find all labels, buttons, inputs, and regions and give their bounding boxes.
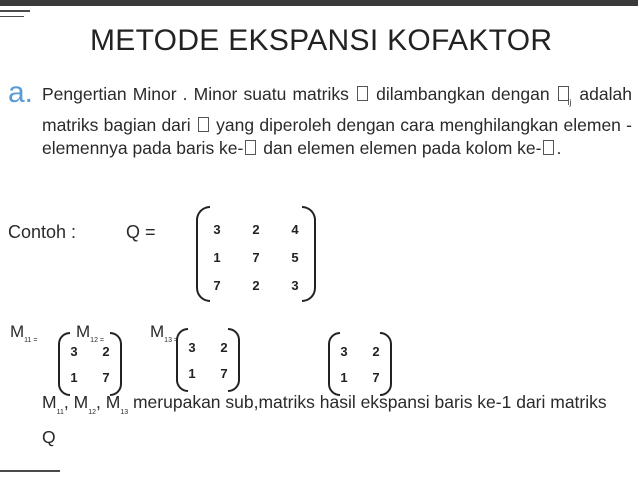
example-label: Contoh : [8, 222, 77, 242]
bracket-right [110, 332, 122, 396]
slide-title: METODE EKSPANSI KOFAKTOR [90, 24, 553, 57]
minor-label-m11: $M_{11 =}$ [10, 322, 38, 344]
minor-label-m12: $M_{12 =}$ [76, 322, 104, 344]
bracket-left [176, 328, 188, 392]
matrix-cell: 3 [70, 344, 78, 359]
definition-text-4: yang diperoleh dengan cara menghilangkan elemen - elemennya pada baris ke- [42, 115, 632, 158]
definition-text-3: adalah matriks bagian dari [42, 84, 632, 135]
decorative-line [0, 10, 30, 12]
placeholder-glyph-icon [543, 140, 554, 155]
top-accent-bar [0, 0, 638, 6]
matrix-cell: 2 [102, 344, 110, 359]
matrix-cell: 2 [252, 278, 260, 293]
matrix-cell: 3 [340, 344, 348, 359]
matrix-cell: 1 [70, 370, 78, 385]
matrix-cell: 7 [220, 366, 228, 381]
bracket-right [380, 332, 392, 396]
minor-matrix-m12 [176, 328, 240, 388]
matrix-cell: 2 [372, 344, 380, 359]
matrix-cell: 3 [213, 222, 221, 237]
matrix-cell: 5 [291, 250, 299, 265]
example-variable: Q = [126, 222, 156, 242]
matrix-cell: 1 [340, 370, 348, 385]
matrix-cell: 7 [102, 370, 110, 385]
definition-text-6: . [556, 138, 562, 158]
matrix-cell: 4 [291, 222, 299, 237]
minor-definition-paragraph [42, 83, 632, 160]
definition-text-1: Pengertian Minor . Minor suatu matriks [42, 84, 349, 104]
minor-matrix-m11 [58, 332, 122, 392]
matrix-cell: 2 [252, 222, 260, 237]
matrix-cell: 1 [188, 366, 196, 381]
decorative-line [0, 16, 24, 17]
minor-description: $M_{11}$, $M_{12}$, $M_{13}$ merupakan sub,matriks hasil ekspansi baris ke-1 dari matriks Q [42, 392, 607, 447]
decorative-line [0, 470, 60, 472]
bracket-right [228, 328, 240, 392]
placeholder-glyph-icon [245, 140, 256, 155]
matrix-cell: 7 [213, 278, 221, 293]
subscript-ij: ij [567, 98, 572, 107]
matrix-q [196, 206, 316, 298]
matrix-cell: 7 [372, 370, 380, 385]
placeholder-glyph-icon [357, 86, 368, 101]
matrix-cell: 3 [291, 278, 299, 293]
minor-label-m13: $M_{13 =}$ [150, 322, 178, 344]
matrix-cell: 7 [252, 250, 260, 265]
bracket-left [58, 332, 70, 396]
definition-text-2: dilambangkan dengan [376, 84, 550, 104]
matrix-cell: 2 [220, 340, 228, 355]
definition-text-5: dan elemen elemen pada kolom ke- [263, 138, 542, 158]
minor-matrix-m13 [328, 332, 392, 392]
matrix-cell: 3 [188, 340, 196, 355]
matrix-cell: 1 [213, 250, 221, 265]
placeholder-glyph-icon [198, 117, 209, 132]
bracket-left [328, 332, 340, 396]
bullet-marker: a. [8, 76, 34, 109]
